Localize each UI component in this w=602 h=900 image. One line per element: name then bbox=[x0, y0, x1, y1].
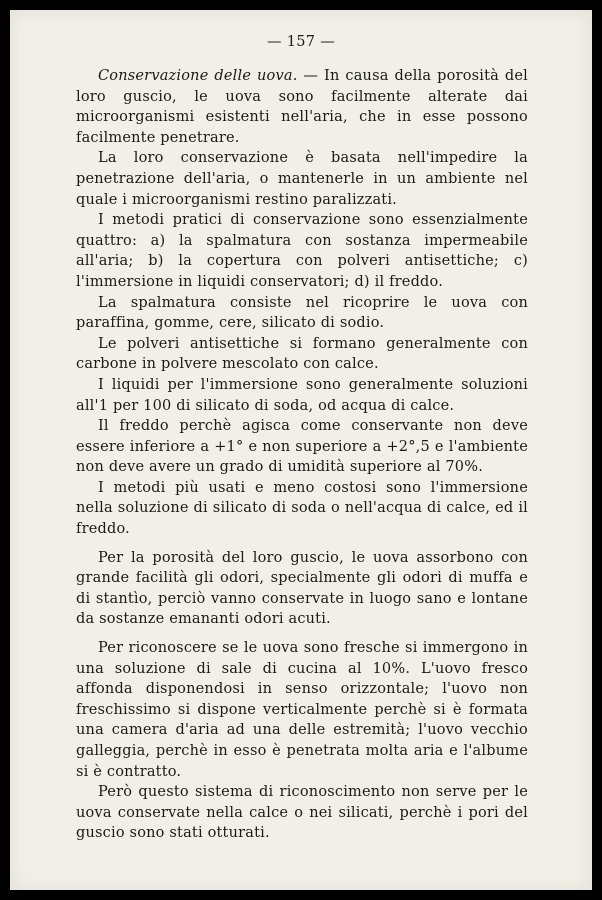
paragraph-preservation-methods: I metodi pratici di conservazione sono essenzialmente quattro: a) la spalmatura con sostanza impermeabile all'aria; b) la copertura con polveri antisettiche; c) l'immersione in liquidi conservatori; d) il freddo. bbox=[76, 212, 528, 290]
book-page bbox=[10, 10, 592, 890]
paragraph-test-limitation: Però questo sistema di riconoscimento non serve per le uova conservate nella calce o nei silicati, perchè i pori del guscio sono stati otturati. bbox=[76, 784, 528, 842]
page-number: — 157 — bbox=[267, 34, 335, 50]
paragraph-egg-preservation-intro bbox=[76, 66, 528, 148]
paragraph-freshness-test: Per riconoscere se le uova sono fresche si immergono in una soluzione di sale di cucina al 10%. L'uovo fresco affonda disponendosi in senso orizzontale; l'uovo non freschissimo si dispone verticalmente perchè si è formata una camera d'aria ad una delle estremità; l'uovo vecchio galleggia, perchè in esso è penetrata molta aria e l'albume si è contratto. bbox=[76, 640, 528, 780]
paragraph-text: — In causa della porosità del loro guscio, le uova sono facilmente alterate dai microorganismi esistenti nell'aria, che in esse possono facilmente penetrare. bbox=[76, 68, 528, 146]
paragraph-coating: La spalmatura consiste nel ricoprire le uova con paraffina, gomme, cere, silicato di sodio. bbox=[76, 294, 528, 332]
paragraph-preservation-basis: La loro conservazione è basata nell'impedire la penetrazione dell'aria, o mantenerle in un ambiente nel quale i microorganismi restino paralizzati. bbox=[76, 150, 528, 208]
paragraph-cold-storage: Il freddo perchè agisca come conservante non deve essere inferiore a +1° e non superiore a +2°,5 e l'ambiente non deve avere un grado di umidità superiore al 70%. bbox=[76, 418, 528, 476]
body-text bbox=[76, 66, 528, 844]
section-heading: Conservazione delle uova. bbox=[98, 68, 298, 84]
paragraph-immersion-liquids: I liquidi per l'immersione sono generalmente soluzioni all'1 per 100 di silicato di soda, od acqua di calce. bbox=[76, 376, 528, 414]
paragraph-antiseptic-powders: Le polveri antisettiche si formano generalmente con carbone in polvere mescolato con calce. bbox=[76, 335, 528, 373]
paragraph-odor-absorption: Per la porosità del loro guscio, le uova assorbono con grande facilità gli odori, specialmente gli odori di muffa e di stantìo, perciò vanno conservate in luogo sano e lontane da sostanze emananti odori acuti. bbox=[76, 549, 528, 628]
paragraph-common-methods: I metodi più usati e meno costosi sono l'immersione nella soluzione di silicato di soda o nell'acqua di calce, ed il freddo. bbox=[76, 479, 528, 538]
